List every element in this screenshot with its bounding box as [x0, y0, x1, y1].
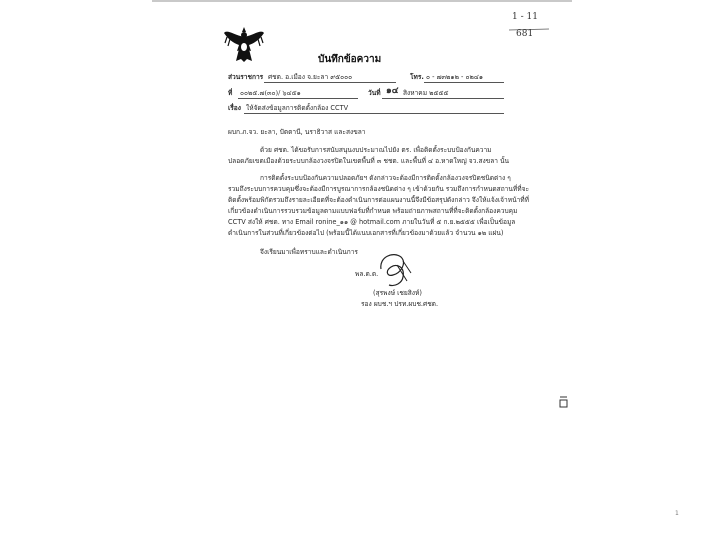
subject-underline — [244, 113, 504, 114]
page-number: 1 — [675, 510, 679, 517]
date-day: ๑๔ — [386, 86, 399, 96]
phone-value: ๐ - ๗๓๒๑๒ - ๐๒๔๑ — [426, 73, 484, 81]
para1-line1: ด้วย ศชต. ได้ขอรับการสนับสนุนงบประมาณไปยัง ตร. เพื่อติดตั้งระบบป้องกันความ — [260, 146, 492, 154]
para2-line1: การติดตั้งระบบป้องกันความปลอดภัยฯ ดังกล่าวจะต้องมีการติดตั้งกล้องวงจรปิดชนิดต่าง ๆ — [260, 174, 511, 182]
subject-value: ให้จัดส่งข้อมูลการติดตั้งกล้อง CCTV — [246, 104, 349, 112]
note-fraction: 1 - 11 — [512, 12, 538, 22]
signer-position: รอง ผบช.ฯ ปรท.ผบช.ศชต. — [361, 300, 439, 308]
para2-line6: ดำเนินการในส่วนที่เกี่ยวข้องต่อไป (พร้อมนี้ได้แนบเอกสารที่เกี่ยวข้องมาด้วยแล้ว จำนวน ๑๒ แผ่น) — [228, 229, 504, 237]
addressee: ผบก.ภ.จว. ยะลา, ปัตตานี, นราธิวาส และสงขลา — [228, 128, 366, 136]
ref-value: ๐๐๒๕.๗(๓๐)/ ๖๔๕๑ — [240, 89, 301, 97]
page-top-edge — [152, 0, 572, 2]
para2-line5: CCTV ส่งให้ ศชต. ทาง Email ronine_๑๑ @ hotmail.com ภายในวันที่ ๕ ก.ย.๒๕๕๕ เพื่อเป็นข้อมูล — [228, 218, 516, 226]
note-number: 681 — [516, 29, 534, 39]
agency-value: ศชต. อ.เมือง จ.ยะลา ๙๕๐๐๐ — [268, 73, 353, 81]
handwritten-signature — [375, 247, 415, 289]
memo-title: บันทึกข้อความ — [318, 54, 382, 65]
signer-name: (สุรพงษ์ เชยสิงห์) — [373, 289, 422, 297]
para1-line2: ปลอดภัยเขตเมืองด้วยระบบกล้องวงจรปิดในเขตพื้นที่ ๓ ชชต. และพื้นที่ ๔ อ.หาดใหญ่ จว.สงขลา นั้น — [228, 157, 510, 165]
date-label: วันที่ — [368, 89, 381, 97]
date-value: สิงหาคม ๒๕๕๕ — [403, 89, 449, 97]
date-underline — [382, 98, 504, 99]
agency-label: ส่วนราชการ — [228, 73, 264, 81]
ref-underline — [238, 98, 358, 99]
signer-prefix: พล.ต.ต. — [355, 270, 379, 278]
phone-label: โทร. — [410, 73, 424, 81]
para2-line3: ติดตั้งพร้อมพิกัดรวมถึงรายละเอียดที่จะต้องดำเนินการต่อแผนงานนี้จึงมีข้อสรุปดังกล่าว จึงให้แจ้งเจ้าหน้าที่ที่ — [228, 196, 529, 204]
para2-line2: รวมถึงระบบการควบคุมซึ่งจะต้องมีการบูรณาการกล้องชนิดต่าง ๆ เข้าด้วยกัน รวมถึงการกำหนดสถานที่ที่จะ — [228, 185, 529, 193]
margin-mark-icon — [559, 395, 568, 410]
garuda-emblem-icon — [223, 25, 265, 63]
para2-line4: เกี่ยวข้องดำเนินการรวบรวมข้อมูลตามแบบฟอร์มที่กำหนด พร้อมถ่ายภาพสถานที่ที่จะติดตั้งกล้องควบคุม — [228, 207, 518, 215]
agency-underline — [264, 82, 396, 83]
phone-underline — [424, 82, 504, 83]
subject-label: เรื่อง — [228, 104, 241, 112]
ref-label: ที่ — [228, 89, 233, 97]
closing-text: จึงเรียนมาเพื่อทราบและดำเนินการ — [260, 248, 358, 256]
